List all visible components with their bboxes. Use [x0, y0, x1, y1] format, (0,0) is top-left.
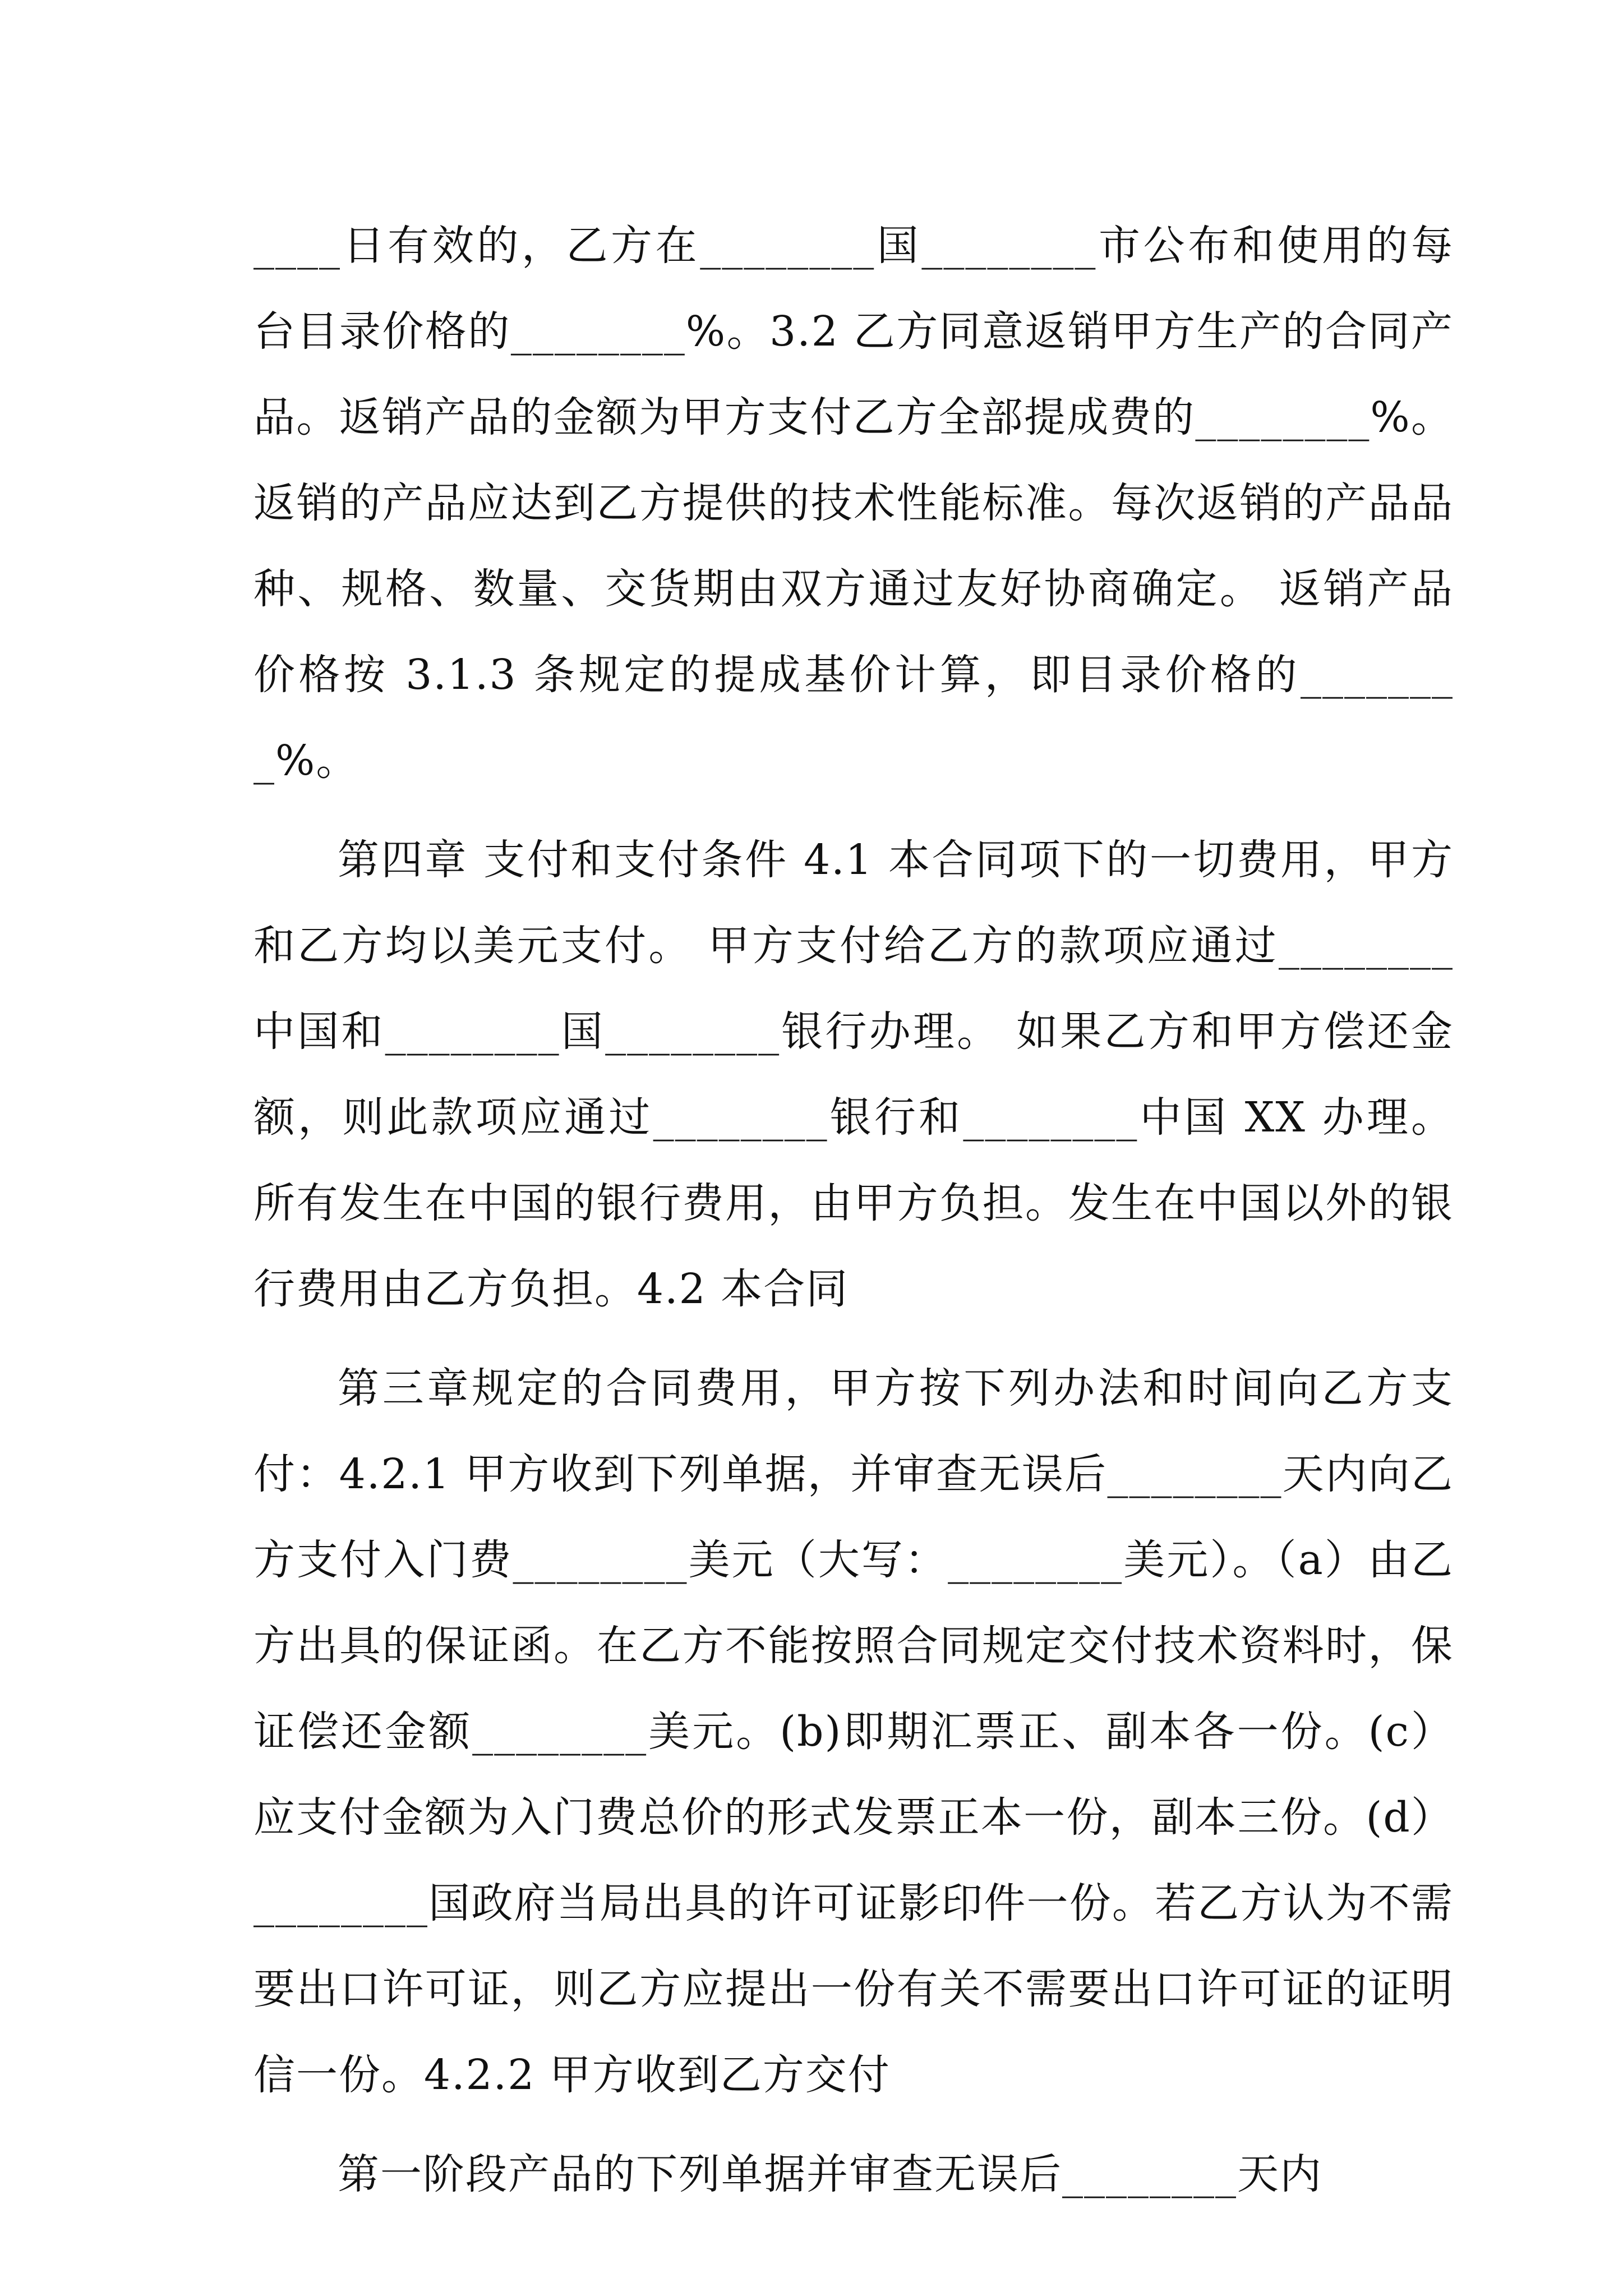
paragraph-return-sales: ____日有效的，乙方在________国________市公布和使用的每台目录价格的________%。3.2 乙方同意返销甲方生产的合同产品。返销产品的金额为甲方支付乙方全部提成费的________%。返销的产品应达到乙方提供的技术性能标准。每次返销的产品品种、规格、数量、交货期由双方通过友好协商确定。 返销产品价格按 3.1.3 条规定的提成基价计算，即目录价格的________%。 — [253, 222, 1454, 785]
document-body — [253, 203, 1454, 2231]
paragraph-chapter-three-fees: 第三章规定的合同费用，甲方按下列办法和时间向乙方支付：4.2.1 甲方收到下列单据，并审查无误后________天内向乙方支付入门费________美元（大写：________美元）。（a）由乙方出具的保证函。在乙方不能按照合同规定交付技术资料时，保证偿还金额________美元。(b)即期汇票正、副本各一份。(c）应支付金额为入门费总价的形式发票正本一份，副本三份。(d）________国政府当局出具的许可证影印件一份。若乙方认为不需要出口许可证，则乙方应提出一份有关不需要出口许可证的证明信一份。4.2.2 甲方收到乙方交付 — [253, 1364, 1454, 2099]
paragraph-chapter-four-payment: 第四章 支付和支付条件 4.1 本合同项下的一切费用，甲方和乙方均以美元支付。 甲方支付给乙方的款项应通过________中国和________国________银行办理。 如果乙方和甲方偿还金额，则此款项应通过________银行和________中国 XX 办理。 所有发生在中国的银行费用，由甲方负担。发生在中国以外的银行费用由乙方负担。4.2 本合同 — [253, 836, 1454, 1313]
paragraph-first-stage-products: 第一阶段产品的下列单据并审查无误后________天内 — [338, 2150, 1322, 2198]
